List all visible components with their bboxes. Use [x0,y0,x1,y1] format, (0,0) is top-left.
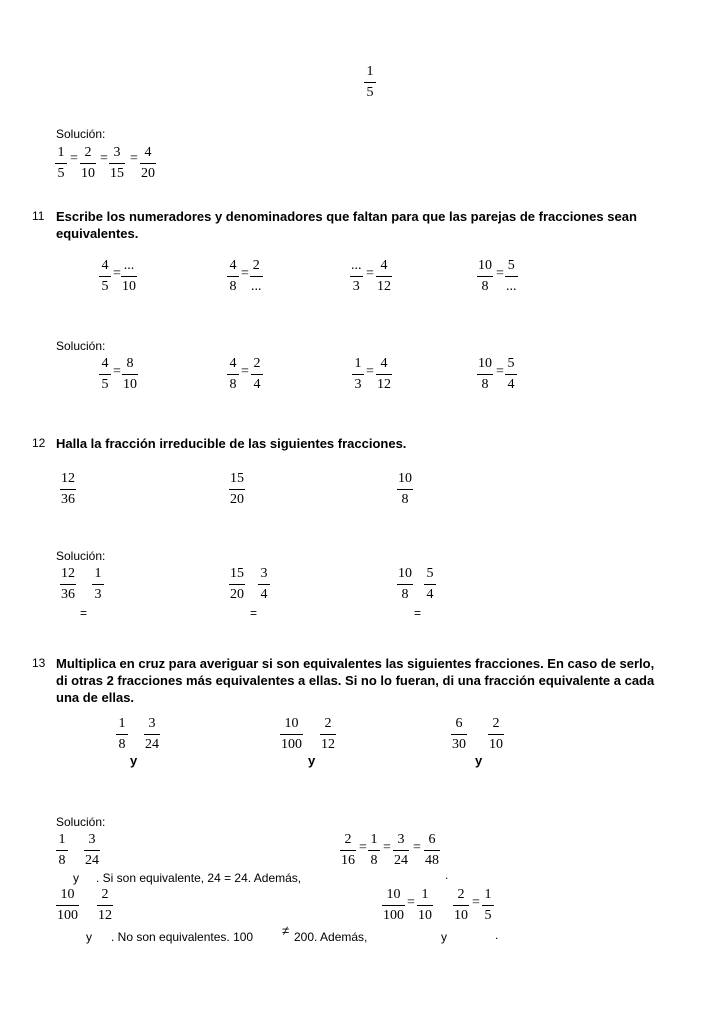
fraction-bar [122,374,138,375]
fraction [109,145,125,181]
denominator: 20 [230,587,244,602]
fraction [229,566,245,602]
equals-sign: = [359,840,367,855]
fraction [227,356,239,392]
denominator: 15 [110,166,124,181]
equals-sign: = [130,151,138,166]
fraction-bar [505,374,517,375]
fraction [368,832,380,868]
conjunction-y: y [73,871,79,885]
question-number: 12 [32,436,46,450]
denominator: 12 [377,377,391,392]
denominator: 8 [229,279,237,294]
question-text-line: Multiplica en cruz para averiguar si son equivalentes las siguientes fracciones. En caso de serlo, [56,656,655,671]
numerator: 5 [426,566,434,581]
question-number: 11 [32,209,45,223]
numerator: 5 [507,258,515,273]
fraction [424,832,440,868]
numerator: 4 [101,258,109,273]
denominator: 10 [81,166,95,181]
denominator: 20 [141,166,155,181]
fraction-bar [477,276,493,277]
numerator: 2 [253,356,261,371]
numerator: 15 [230,471,244,486]
equals-sign: = [241,266,249,281]
fraction-bar [340,850,356,851]
fraction [99,356,111,392]
fraction [56,887,79,923]
denominator: ... [251,279,262,294]
numerator: 1 [57,145,65,160]
fraction [56,832,68,868]
fraction-bar [477,374,493,375]
equals-sign: = [113,364,121,379]
numerator: 1 [484,887,492,902]
numerator: 1 [58,832,66,847]
equals-sign: = [70,151,78,166]
fraction [258,566,270,602]
numerator: 4 [101,356,109,371]
denominator: 24 [145,737,159,752]
numerator: 2 [101,887,109,902]
numerator: 10 [60,887,75,902]
fraction [350,258,363,294]
fraction-bar [60,489,76,490]
fraction [60,471,76,507]
denominator: 5 [484,908,492,923]
fraction-bar [505,276,518,277]
denominator: 5 [101,279,109,294]
fraction [97,887,113,923]
conjunction-y: y [130,753,138,768]
question-text-line: una de ellas. [56,690,135,705]
denominator: 5 [101,377,109,392]
numerator: 10 [398,566,412,581]
fraction-bar [280,734,303,735]
solution-label: Solución: [56,549,106,563]
denominator: 100 [57,908,78,923]
top-fraction [364,64,376,100]
fraction-bar [393,850,409,851]
fraction [251,356,263,392]
numerator: 1 [421,887,429,902]
fraction-bar [116,734,128,735]
question-text-line: di otras 2 fracciones más equivalentes a ellas. Si no lo fueran, di una fracción equivalente a cada [56,673,655,688]
fraction-bar [376,276,392,277]
equals-sign: = [250,606,258,620]
fraction-bar [250,276,263,277]
conjunction-y: y [86,930,92,944]
fraction [417,887,433,923]
fraction [424,566,436,602]
denominator: 8 [481,279,489,294]
solution-label: Solución: [56,339,106,353]
denominator: 8 [229,377,237,392]
denominator: 10 [418,908,432,923]
fraction-bar [56,850,68,851]
equals-sign: = [414,606,422,620]
denominator: 3 [354,377,362,392]
question-number: 13 [32,656,46,670]
fraction [121,258,137,294]
fraction-bar [121,276,137,277]
equals-sign: = [496,364,504,379]
solution-label: Solución: [56,127,106,141]
fraction [229,471,245,507]
denominator: 8 [481,377,489,392]
fraction [60,566,76,602]
fraction [505,356,517,392]
fraction [340,832,356,868]
denominator: 5 [366,85,374,100]
numerator: 12 [61,566,75,581]
numerator: 3 [260,566,268,581]
fraction-bar [397,584,413,585]
numerator: 15 [230,566,244,581]
fraction [320,716,336,752]
fraction-bar [56,905,79,906]
equals-sign: = [241,364,249,379]
fraction [477,258,493,294]
question-text [56,655,716,706]
conjunction-y: y [475,753,483,768]
numerator: 1 [94,566,102,581]
numerator: 2 [492,716,500,731]
fraction-bar [80,163,96,164]
not-equal-sign: ≠ [282,923,290,938]
denominator: 10 [122,279,136,294]
denominator: 10 [489,737,503,752]
denominator: 8 [370,853,378,868]
numerator: 3 [113,145,121,160]
denominator: 100 [383,908,404,923]
fraction [99,258,111,294]
numerator: 3 [397,832,405,847]
numerator: 2 [324,716,332,731]
fraction-bar [352,374,364,375]
numerator: 10 [478,356,492,371]
fraction-bar [109,163,125,164]
solution-text: 200. Además, [294,930,368,944]
fraction [122,356,138,392]
fraction [397,471,413,507]
numerator: 4 [229,258,237,273]
numerator: 4 [144,145,152,160]
denominator: 8 [58,853,66,868]
fraction-bar [229,489,245,490]
fraction-bar [140,163,156,164]
fraction-bar [424,584,436,585]
fraction-bar [397,489,413,490]
numerator: 10 [478,258,492,273]
question-text: Halla la fracción irreducible de las siguientes fracciones. [56,436,407,451]
fraction-bar [144,734,160,735]
denominator: 12 [98,908,112,923]
fraction [140,145,156,181]
fraction [84,832,100,868]
equals-sign: = [366,364,374,379]
denominator: 8 [401,587,409,602]
equals-sign: = [383,840,391,855]
fraction [55,145,67,181]
fraction-bar [227,374,239,375]
denominator: 4 [253,377,261,392]
fraction [144,716,160,752]
denominator: 10 [123,377,137,392]
numerator: 10 [398,471,412,486]
conjunction-y: y [308,753,316,768]
period: . [495,928,499,942]
period: . [445,868,449,882]
denominator: 12 [377,279,391,294]
numerator: ... [351,258,362,273]
fraction-bar [350,276,363,277]
solution-label: Solución: [56,815,106,829]
numerator: 1 [366,64,374,79]
fraction-bar [251,374,263,375]
fraction-bar [453,905,469,906]
fraction [477,356,493,392]
denominator: 36 [61,492,75,507]
numerator: 2 [344,832,352,847]
fraction-bar [451,734,467,735]
denominator: 8 [118,737,126,752]
denominator: 5 [57,166,65,181]
denominator: ... [506,279,517,294]
fraction-bar [488,734,504,735]
fraction [482,887,494,923]
fraction-bar [92,584,104,585]
fraction-bar [482,905,494,906]
numerator: 8 [126,356,134,371]
fraction [393,832,409,868]
equals-sign: = [472,895,480,910]
fraction-bar [229,584,245,585]
solution-text: . Si son equivalente, 24 = 24. Además, [96,871,302,885]
fraction [250,258,263,294]
numerator: 4 [380,258,388,273]
question-text-line: equivalentes. [56,226,139,241]
equals-sign: = [100,151,108,166]
solution-text: . No son equivalentes. 100 [111,930,254,944]
equals-sign: = [496,266,504,281]
numerator: 3 [148,716,156,731]
denominator: 4 [507,377,515,392]
denominator: 100 [281,737,302,752]
fraction-bar [84,850,100,851]
numerator: 1 [370,832,378,847]
denominator: 8 [401,492,409,507]
numerator: 10 [284,716,299,731]
fraction-bar [99,374,111,375]
fraction-bar [364,82,376,83]
numerator: 2 [252,258,260,273]
denominator: 48 [425,853,439,868]
fraction [116,716,128,752]
fraction-bar [97,905,113,906]
denominator: 16 [341,853,355,868]
question-text [56,208,706,242]
numerator: 10 [386,887,401,902]
fraction [397,566,413,602]
numerator: 3 [88,832,96,847]
fraction-bar [417,905,433,906]
fraction-bar [55,163,67,164]
fraction-bar [258,584,270,585]
numerator: 4 [380,356,388,371]
numerator: 6 [455,716,463,731]
denominator: 3 [352,279,360,294]
fraction-bar [60,584,76,585]
denominator: 24 [85,853,99,868]
fraction [227,258,239,294]
numerator: 6 [428,832,436,847]
fraction-bar [368,850,380,851]
denominator: 12 [321,737,335,752]
denominator: 4 [260,587,268,602]
numerator: 4 [229,356,237,371]
equals-sign: = [80,606,88,620]
fraction [382,887,405,923]
conjunction-y: y [441,930,447,944]
numerator: 5 [507,356,515,371]
denominator: 3 [94,587,102,602]
denominator: 20 [230,492,244,507]
fraction [352,356,364,392]
fraction [376,258,392,294]
denominator: 30 [452,737,466,752]
question-text-line: Escribe los numeradores y denominadores que faltan para que las parejas de fracciones sean [56,209,637,224]
equals-sign: = [413,840,421,855]
fraction-bar [424,850,440,851]
fraction [80,145,96,181]
numerator: ... [123,258,135,273]
fraction-bar [99,276,111,277]
fraction [92,566,104,602]
fraction [451,716,467,752]
fraction [453,887,469,923]
equals-sign: = [366,266,374,281]
fraction-bar [376,374,392,375]
numerator: 1 [118,716,126,731]
numerator: 12 [61,471,75,486]
denominator: 10 [454,908,468,923]
equals-sign: = [407,895,415,910]
numerator: 2 [84,145,92,160]
denominator: 24 [394,853,408,868]
fraction-bar [227,276,239,277]
fraction-bar [382,905,405,906]
fraction [280,716,303,752]
fraction-bar [320,734,336,735]
numerator: 2 [457,887,465,902]
denominator: 36 [61,587,75,602]
denominator: 4 [426,587,434,602]
fraction [376,356,392,392]
equals-sign: = [113,266,121,281]
fraction [505,258,518,294]
fraction [488,716,504,752]
numerator: 1 [354,356,362,371]
